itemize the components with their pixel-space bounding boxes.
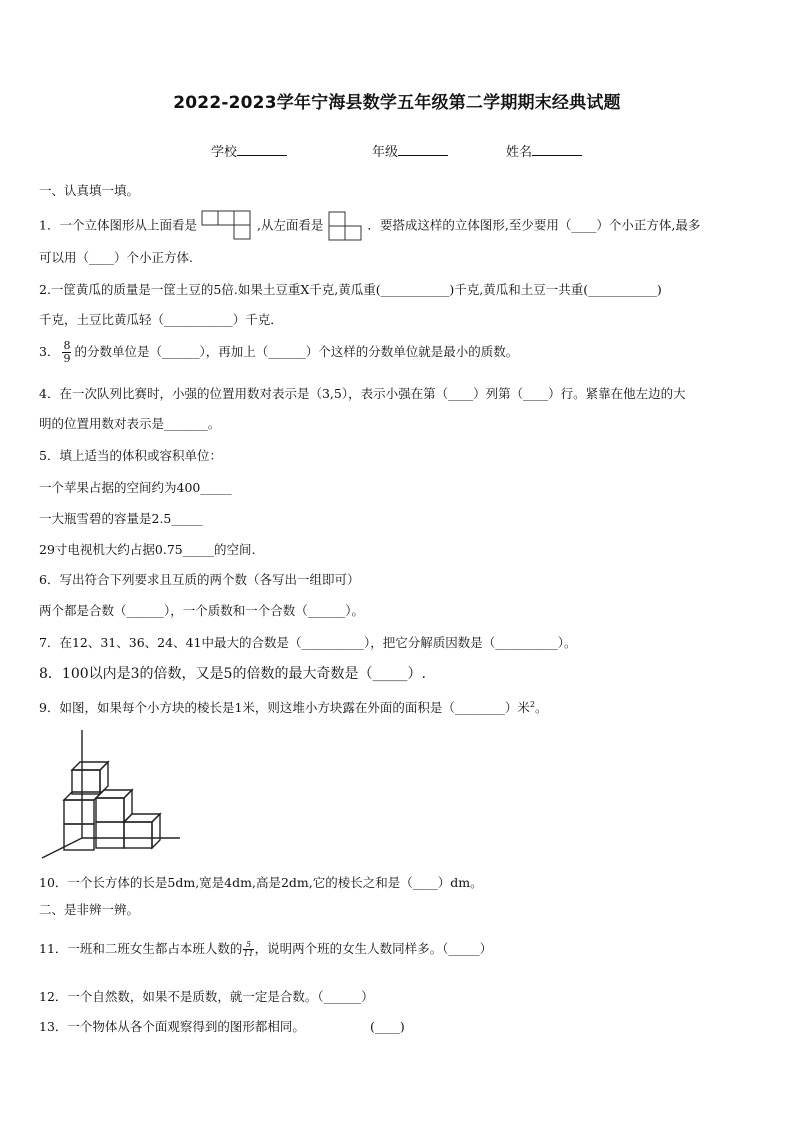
question-4: 4．在一次队列比赛时，小强的位置用数对表示是（3,5），表示小强在第（____）列第（____）行。紧靠在他左边的大 [39,386,686,401]
question-6: 6．写出符合下列要求且互质的两个数（各写出一组即可） [39,572,360,587]
question-5-line-2: 一大瓶雪碧的容量是2.5_____ [39,511,203,526]
fraction-5-11: $\frac{5}{11}$ [243,940,254,958]
name-field[interactable] [506,141,582,160]
school-label: 学校 [211,145,238,160]
question-8: 8．100以内是3的倍数，又是5的倍数的最大奇数是（_____）. [39,666,426,682]
question-12: 12．一个自然数，如果不是质数，就一定是合数。（______） [39,989,374,1004]
school-field[interactable] [211,141,287,160]
cube-stack-figure [38,728,184,862]
question-1-cont: 可以用（____）个小正方体. [39,250,193,265]
question-1: 1．一个立体图形从上面看是 ,从左面看是 ．要搭成这样的立体图形,至少要用（____）个小正方体,最多 [39,210,700,242]
question-5-line-3: 29寸电视机大约占据0.75_____的空间. [39,542,256,557]
question-2: 2.一筐黄瓜的质量是一筐土豆的5倍.如果土豆重X千克,黄瓜重(___________)千克,黄瓜和土豆一共重(___________) [39,282,662,297]
question-10: 10．一个长方体的长是5dm,宽是4dm,高是2dm,它的棱长之和是（____）dm。 [39,875,483,890]
question-7: 7．在12、31、36、24、41中最大的合数是（__________），把它分解质因数是（__________）。 [39,635,577,650]
question-3: 3． $\frac{8}{9}$ 的分数单位是（______），再加上（______）个这样的分数单位就是最小的质数。 [39,339,519,365]
question-13-answer: (____) [370,1019,405,1034]
question-6-cont: 两个都是合数（______），一个质数和一个合数（______）。 [39,603,365,618]
page-title: 2022-2023学年宁海县数学五年级第二学期期末经典试题 [173,93,621,113]
fraction-8-9: $\frac{8}{9}$ [63,339,71,365]
question-11: 11．一班和二班女生都占本班人数的 $\frac{5}{11}$ ，说明两个班的女生人数同样多。（_____） [39,940,493,958]
question-4-cont: 明的位置用数对表示是_______。 [39,416,221,431]
left-view-icon [327,210,363,242]
question-5-line-1: 一个苹果占据的空间约为400_____ [39,480,232,495]
section-2-heading: 二、是非辨一辨。 [39,902,140,917]
question-13: 13．一个物体从各个面观察得到的图形都相同。 [39,1019,305,1034]
grade-field[interactable] [372,141,448,160]
top-view-icon [201,210,253,242]
question-2-cont: 千克，土豆比黄瓜轻（___________）千克． [39,312,283,327]
grade-label: 年级 [372,145,399,160]
name-label: 姓名 [506,145,533,160]
section-1-heading: 一、认真填一填。 [39,183,140,198]
question-9: 9．如图，如果每个小方块的棱长是1米，则这堆小方块露在外面的面积是（________）米$^2$。 [39,700,548,716]
question-5: 5．填上适当的体积或容积单位： [39,448,222,463]
